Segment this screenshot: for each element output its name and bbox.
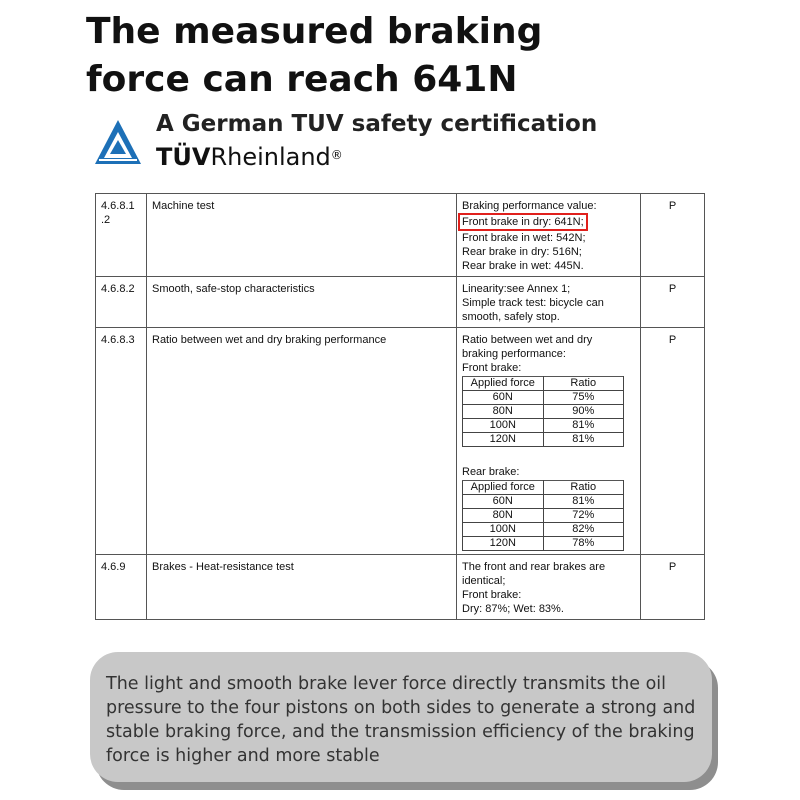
ratio-header: Applied force: [463, 481, 544, 495]
certification-block: [93, 110, 613, 176]
ratio-row: [463, 419, 624, 433]
requirement-cell: Smooth, safe-stop characteristics: [147, 277, 457, 328]
applied-force: 120N: [463, 537, 544, 551]
requirement-cell: Ratio between wet and dry braking performance: [147, 328, 457, 555]
brand-regular: Rheinland: [210, 143, 331, 171]
rear-brake-label: Rear brake:: [462, 466, 520, 478]
result-cell: [457, 194, 641, 277]
result-line: Ratio between wet and dry: [462, 334, 593, 346]
result-cell: [457, 328, 641, 555]
certification-caption: A German TUV safety certification: [156, 111, 598, 137]
result-line: Rear brake in wet: 445N.: [462, 260, 584, 272]
ratio-row: [463, 509, 624, 523]
result-line: identical;: [462, 575, 506, 587]
ratio-header-row: [463, 481, 624, 495]
ratio-value: 82%: [543, 523, 624, 537]
requirement-cell: Machine test: [147, 194, 457, 277]
description-text: The light and smooth brake lever force directly transmits the oil pressure to the four pistons on both sides to generate a strong and stable braking force, and the transmission efficiency of the braking force is higher and more stable: [106, 674, 696, 766]
tuv-triangle-icon: [93, 118, 143, 168]
result-line: smooth, safely stop.: [462, 311, 560, 323]
verdict-cell: P: [641, 328, 705, 555]
result-line: The front and rear brakes are: [462, 561, 606, 573]
verdict-cell: P: [641, 555, 705, 620]
result-line: Front brake:: [462, 589, 522, 601]
ratio-row: [463, 405, 624, 419]
table-row: [96, 555, 705, 620]
ratio-header: Applied force: [463, 377, 544, 391]
ratio-row: [463, 495, 624, 509]
ratio-value: 81%: [543, 495, 624, 509]
result-line: Braking performance value:: [462, 200, 597, 212]
brand-bold: TÜV: [156, 143, 211, 171]
result-cell: [457, 277, 641, 328]
ratio-row: [463, 433, 624, 447]
applied-force: 80N: [463, 509, 544, 523]
clause-cell: 4.6.8.3: [96, 328, 147, 555]
headline-line-1: The measured braking: [86, 11, 543, 52]
headline: [86, 8, 542, 104]
brand-wordmark: [156, 142, 343, 172]
clause-cell: 4.6.9: [96, 555, 147, 620]
clause-line: .2: [101, 214, 111, 226]
table-row: [96, 194, 705, 277]
result-line-highlighted: [462, 213, 635, 231]
result-line: Front brake in wet: 542N;: [462, 232, 586, 244]
ratio-row: [463, 391, 624, 405]
headline-line-2: force can reach 641N: [86, 59, 518, 100]
result-line: Front brake:: [462, 362, 522, 374]
ratio-value: 72%: [543, 509, 624, 523]
verdict-cell: P: [641, 194, 705, 277]
result-line: Rear brake in dry: 516N;: [462, 246, 582, 258]
result-line: braking performance:: [462, 348, 566, 360]
ratio-value: 81%: [543, 419, 624, 433]
applied-force: 60N: [463, 495, 544, 509]
applied-force: 100N: [463, 419, 544, 433]
table-row: [96, 328, 705, 555]
ratio-header-row: [463, 377, 624, 391]
brand-mark: ®: [330, 148, 343, 162]
front-brake-ratio-table: [462, 376, 624, 447]
clause-cell: [96, 194, 147, 277]
ratio-row: [463, 523, 624, 537]
verdict-cell: P: [641, 277, 705, 328]
applied-force: 120N: [463, 433, 544, 447]
applied-force: 60N: [463, 391, 544, 405]
result-line: Simple track test: bicycle can: [462, 297, 604, 309]
ratio-value: 78%: [543, 537, 624, 551]
result-line: Linearity:see Annex 1;: [462, 283, 571, 295]
requirement-cell: Brakes - Heat-resistance test: [147, 555, 457, 620]
applied-force: 100N: [463, 523, 544, 537]
test-results-table: [95, 193, 705, 620]
highlight-box: Front brake in dry: 641N;: [458, 213, 588, 231]
ratio-value: 90%: [543, 405, 624, 419]
result-line: Dry: 87%; Wet: 83%.: [462, 603, 564, 615]
spacer: [462, 447, 635, 465]
rear-brake-ratio-table: [462, 480, 624, 551]
result-cell: [457, 555, 641, 620]
ratio-value: 75%: [543, 391, 624, 405]
table-row: [96, 277, 705, 328]
ratio-header: Ratio: [543, 481, 624, 495]
ratio-header: Ratio: [543, 377, 624, 391]
applied-force: 80N: [463, 405, 544, 419]
clause-cell: 4.6.8.2: [96, 277, 147, 328]
ratio-value: 81%: [543, 433, 624, 447]
ratio-row: [463, 537, 624, 551]
description-callout: [90, 652, 712, 782]
clause-line: 4.6.8.1: [101, 200, 135, 212]
